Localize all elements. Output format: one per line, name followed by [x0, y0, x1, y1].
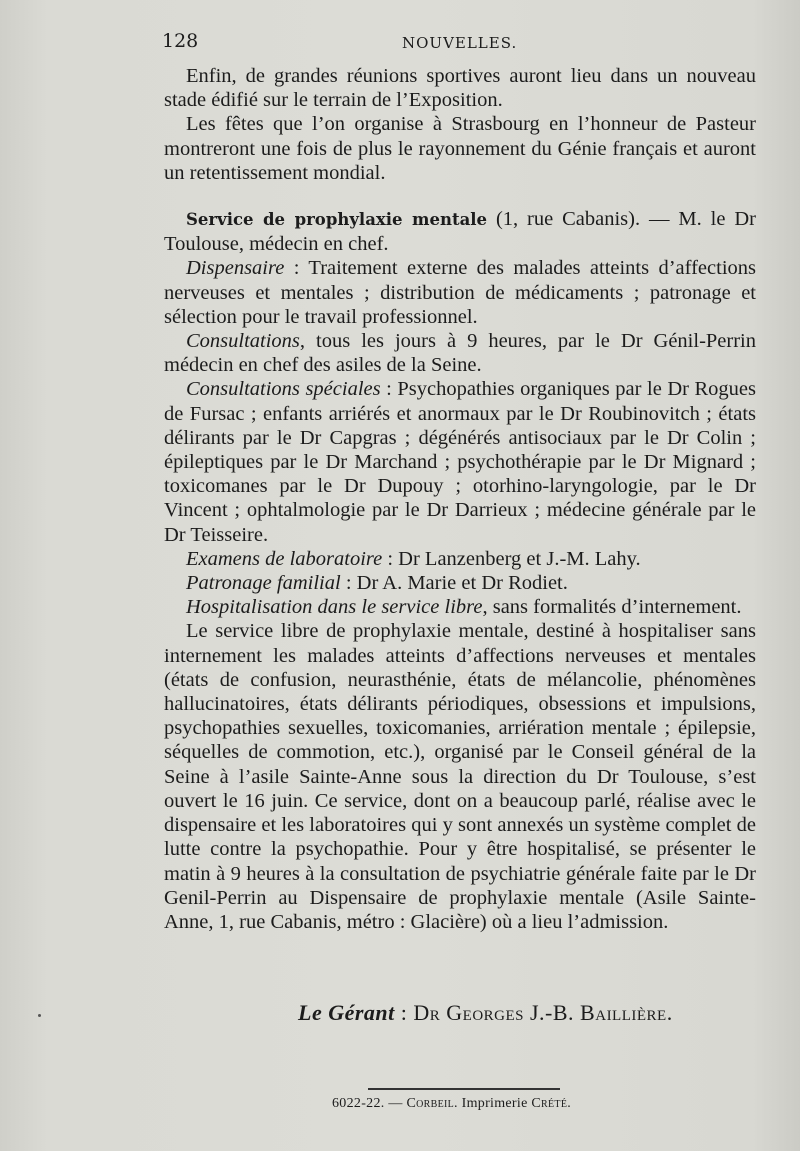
printer-imprint: [332, 1096, 652, 1112]
service-heading: Service de prophylaxie mentale: [186, 210, 488, 230]
consult-speciales-label: Consultations spéciales: [186, 378, 381, 401]
imprint-printer: Crété: [531, 1096, 568, 1111]
page-body: [164, 64, 756, 934]
paragraph-service-libre: Le service libre de prophylaxie mentale, destiné à hospitaliser sans internement les malades atteints d’affections nerveuses et mentales (états de confusion, neurasthénie, états de mélancolie, phénomènes hallucinatoires, états délirants périodiques, obsessions et impulsions, psychopathies sexuelles, toxicomanies, arriération mentale ; épilepsie, séquelles de commotion, etc.), organisé par le Conseil général de la Seine à l’asile Sainte-Anne sous la direction du Dr Toulouse, s’est ouvert le 16 juin. Ce service, dont on a beaucoup parlé, réalise avec le dispensaire et les laboratoires qui y sont annexés un système complet de lutte contre la psychopathie. Pour y être hospitalisé, se présenter le matin à 9 heures à la consultation de psychiatrie générale faite par le Dr Genil-Perrin au Dispensaire de prophylaxie mentale (Asile Sainte-Anne, 1, rue Cabanis, métro : Glacière) où a lieu l’admission.: [164, 620, 756, 933]
patronage-text: : Dr A. Marie et Dr Rodiet.: [340, 572, 568, 595]
consultations-text: , tous les jours à 9 heures, par le Dr Génil-Perrin médecin en chef des asiles de la Seine.: [164, 330, 756, 377]
dispensaire-text: : Traitement externe des malades atteints d’affections nerveuses et mentales ; distribution de médicaments ; patronage et sélection pour le travail professionnel.: [164, 257, 756, 328]
imprint-text: . Imprimerie: [454, 1096, 532, 1111]
margin-speck: [38, 1014, 41, 1017]
service-address: (1, rue Cabanis). — M. le Dr Toulouse, médecin en chef.: [164, 208, 756, 256]
signature-line: [298, 1000, 738, 1026]
imprint-city: Corbeil: [406, 1096, 455, 1111]
hospitalisation-text: , sans formalités d’internement.: [482, 596, 742, 619]
page-number: 128: [162, 30, 199, 52]
running-title: NOUVELLES.: [402, 34, 518, 52]
paragraph-strasbourg: Les fêtes que l’on organise à Strasbourg en l’honneur de Pasteur montreront une fois de plus le rayonnement du Génie français et auront un retentissement mondial.: [164, 113, 756, 184]
gerant-label: Le Gérant: [298, 1000, 395, 1025]
consult-speciales-text: : Psychopathies organiques par le Dr Rogues de Fursac ; enfants arriérés et anormaux par le Dr Roubinovitch ; états délirants par le Dr Capgras ; dégénérés antisociaux par le Dr Colin ; épileptiques par le Dr Marchand ; psychothérapie par le Dr Mignard ; toxicomanes par le Dr Dupouy ; otorhino-laryngologie, par le Dr Vincent ; ophtalmologie par le Dr Darrieux ; médecine générale par le Dr Teisseire.: [164, 378, 756, 546]
consultations-label: Consultations: [186, 330, 300, 353]
paragraph-consultations-speciales: [164, 377, 756, 546]
imprint-number: 6022-22. —: [332, 1096, 407, 1111]
page-header: [162, 30, 752, 56]
hospitalisation-label: Hospitalisation dans le service libre: [186, 596, 483, 619]
imprint-end: .: [567, 1096, 572, 1111]
paragraph-hospitalisation: [164, 595, 756, 619]
section-gap: [164, 185, 756, 207]
patronage-label: Patronage familial: [186, 572, 341, 595]
footer-rule: [368, 1088, 560, 1090]
paragraph-consultations: [164, 329, 756, 377]
paragraph-service: [164, 207, 756, 256]
paragraph-examens: [164, 547, 756, 571]
examens-text: : Dr Lanzenberg et J.-M. Lahy.: [382, 547, 641, 570]
examens-label: Examens de laboratoire: [186, 547, 383, 570]
paragraph-patronage: [164, 571, 756, 595]
dispensaire-label: Dispensaire: [186, 257, 285, 280]
gerant-name: : Dr Georges J.-B. Baillière.: [394, 1000, 673, 1025]
paragraph-exposition: Enfin, de grandes réunions sportives auront lieu dans un nouveau stade édifié sur le terrain de l’Exposition.: [164, 65, 756, 112]
paragraph-dispensaire: [164, 256, 756, 329]
